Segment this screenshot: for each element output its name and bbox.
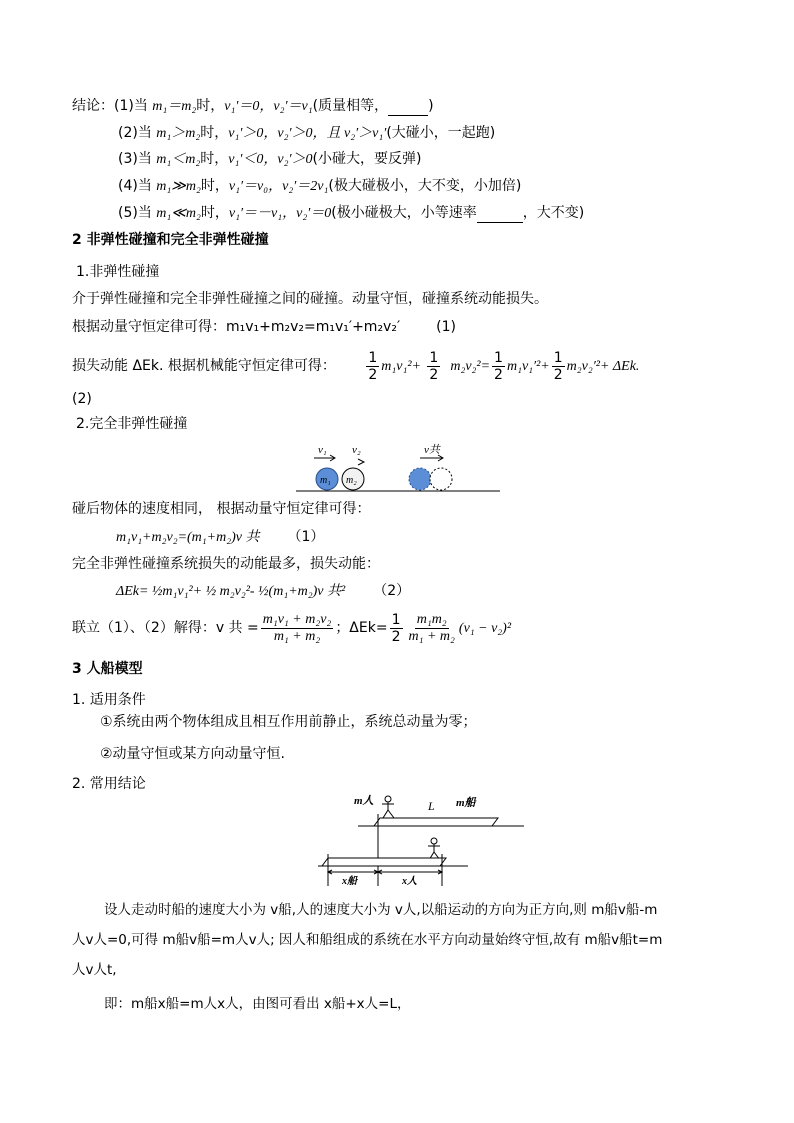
person-boat-diagram bbox=[318, 788, 530, 886]
person-boat-paragraph-1: 设人走动时船的速度大小为 v船,人的速度大小为 v人,以船运动的方向为正方向,则 m船v船-m bbox=[104, 902, 658, 918]
condition-b: ②动量守恒或某方向动量守恒. bbox=[100, 746, 286, 762]
label-x-person: x人 bbox=[402, 876, 417, 886]
conclusion-1: 结论：(1)当 m₁＝m₂时，v₁′＝0，v₂′＝v₁(质量相等， ) bbox=[72, 98, 434, 114]
momentum-equation-1: 根据动量守恒定律可得：m₁v₁+m₂v₂=m₁v₁′+m₂v₂′ (1) bbox=[72, 319, 456, 335]
energy-loss-equation: ΔEk= ½m₁v₁²+ ½ m₂v₂²- ½(m₁+m₂)v 共² （2） bbox=[116, 583, 411, 599]
solution-equation: 联立（1）、（2）解得：v 共 = $\frac{\text{m₁v₁ + m₂v₂}}{\text{m₁ + m₂}}$ ；ΔEk= $\frac{1}{2}$ $\frac{\text{m₁m₂}}{\text{m₁ + m₂}}$ (v₁ − v₂)² bbox=[72, 611, 512, 645]
label-L: L bbox=[428, 799, 435, 813]
person-boat-paragraph-3: 人v人t, bbox=[72, 962, 117, 978]
label-m-boat: m船 bbox=[456, 797, 476, 809]
person-boat-paragraph-2: 人v人=0,可得 m船v船=m人v人; 因人和船组成的系统在水平方向动量始终守恒,故有 m船v船t=m bbox=[72, 932, 663, 948]
subheading-perfectly-inelastic: 2.完全非弹性碰撞 bbox=[76, 416, 188, 432]
equation-number-2: (2) bbox=[72, 391, 92, 407]
boat-top bbox=[374, 818, 498, 826]
ball-after-m2 bbox=[430, 468, 452, 490]
person-boat-conclusion: 即：m船x船=m人x人，由图可看出 x船+x人=L， bbox=[104, 996, 411, 1012]
subheading-inelastic: 1.非弹性碰撞 bbox=[76, 264, 160, 280]
answer-blank-1[interactable] bbox=[388, 101, 428, 116]
condition-a: ①系统由两个物体组成且相互作用前静止，系统总动量为零； bbox=[100, 714, 477, 730]
conclusion-2: (2)当 m₁＞m₂时，v₁′＞0，v₂′＞0，且 v₂′＞v₁′(大碰小，一起跑) bbox=[118, 125, 496, 141]
label-v1: v₁ bbox=[318, 444, 327, 456]
paragraph-same-velocity: 碰后物体的速度相同， 根据动量守恒定律可得： bbox=[72, 501, 371, 517]
person-figure-bottom bbox=[428, 838, 440, 860]
label-v2: v₂ bbox=[352, 444, 361, 456]
item-common-conclusions: 2. 常用结论 bbox=[72, 776, 146, 792]
label-m1: m₁ bbox=[320, 475, 331, 486]
section-3-title: 3 人船模型 bbox=[72, 661, 143, 677]
ball-after-m1 bbox=[409, 468, 431, 490]
label-x-boat: x船 bbox=[342, 876, 357, 886]
section-2-title: 2 非弹性碰撞和完全非弹性碰撞 bbox=[72, 232, 269, 248]
paragraph-max-loss: 完全非弹性碰撞系统损失的动能最多，损失动能： bbox=[72, 556, 380, 572]
label-m-person: m人 bbox=[354, 795, 374, 807]
person-figure-top bbox=[382, 796, 394, 818]
collision-diagram bbox=[296, 440, 500, 496]
conclusion-5: (5)当 m₁≪m₂时，v₁′＝－v₁，v₂′＝0(极小碰极大，小等速率 ，大不变) bbox=[118, 205, 585, 221]
momentum-equation-common: m₁v₁+m₂v₂=(m₁+m₂)v 共 （1） bbox=[116, 529, 325, 545]
boat-bottom bbox=[322, 858, 446, 866]
item-applicable-conditions: 1. 适用条件 bbox=[72, 692, 146, 708]
energy-equation: 损失动能 ΔEk. 根据机械能守恒定律可得： $\frac{1}{2}$ m₁v₁²+ $\frac{1}{2}$ m₂v₂²= $\frac{1}{2}$ m₁v₁′²+ $\frac{1}{2}$ m₂v₂′²+ ΔEk. bbox=[72, 349, 640, 383]
label-m2: m₂ bbox=[346, 475, 357, 486]
conclusion-4: (4)当 m₁≫m₂时，v₁′＝v₀，v₂′＝2v₁(极大碰极小，大不变，小加倍) bbox=[118, 178, 522, 194]
answer-blank-2[interactable] bbox=[477, 208, 523, 223]
label-v-common: v共 bbox=[424, 444, 440, 456]
paragraph-inelastic: 介于弹性碰撞和完全非弹性碰撞之间的碰撞。动量守恒，碰撞系统动能损失。 bbox=[72, 291, 548, 307]
conclusion-3: (3)当 m₁＜m₂时，v₁′＜0，v₂′＞0(小碰大，要反弹) bbox=[118, 151, 422, 167]
